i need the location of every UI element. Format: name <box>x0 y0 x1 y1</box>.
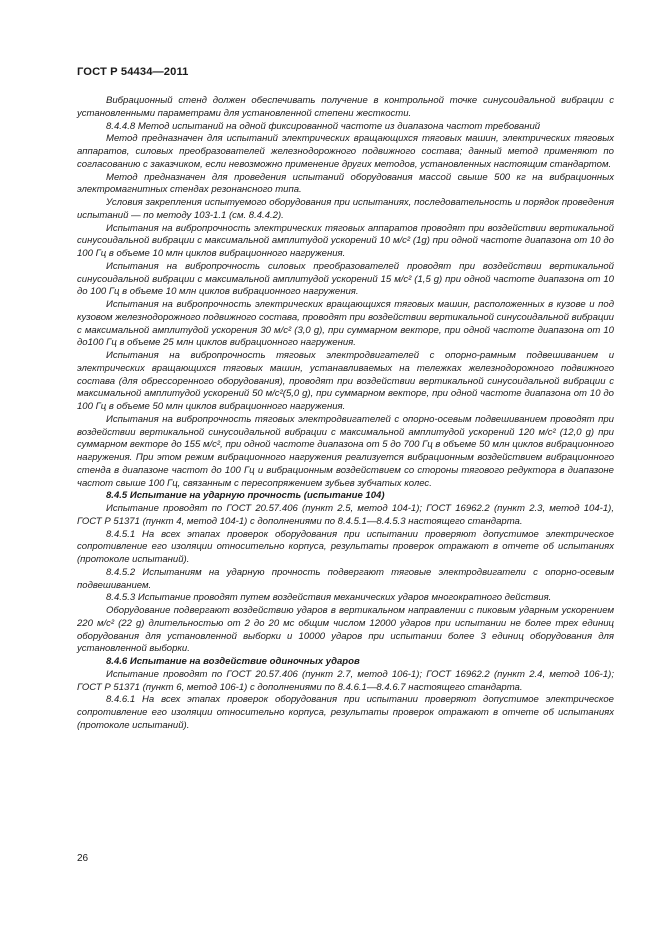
section-heading: 8.4.6 Испытание на воздействие одиночных ударов <box>106 656 360 667</box>
body-paragraph: Испытания на вибропрочность силовых преобразователей проводят при воздействии вертикальной синусоидальной вибрации с максимальной амплитудой ускорений 15 м/с² (1,5 g) при одной частоте диапазона от 10 до 100 Гц в объеме 10 млн циклов вибрационного нагружения. <box>77 260 614 298</box>
body-paragraph: 8.4.4.8 Метод испытаний на одной фиксированной частоте из диапазона частот требований <box>106 120 541 132</box>
page-number: 26 <box>77 853 89 864</box>
body-paragraph: 8.4.6.1 На всех этапах проверок оборудования при испытании проверяют допустимое электрическое сопротивление его изоляции относительно корпуса, результаты проверок отражают в отчете об испытаниях (протоколе испытаний). <box>77 694 614 731</box>
body-paragraph: Метод предназначен для проведения испытаний оборудования массой свыше 500 кг на вибрационных электромагнитных стендах резонансного типа. <box>77 171 614 196</box>
body-paragraph: Испытание проводят по ГОСТ 20.57.406 (пункт 2.7, метод 106-1); ГОСТ 16962.2 (пункт 2.4, метод 106-1); ГОСТ Р 51371 (пункт 6, метод 106-1) с дополнениями по 8.4.6.1—8.4.6.7 настоящего стандарта. <box>77 668 614 693</box>
body-paragraph: 8.4.5.2 Испытаниям на ударную прочность подвергают тяговые электродвигатели с опорно-осевым подвешиванием. <box>77 566 614 591</box>
body-paragraph: 8.4.5.1 На всех этапах проверок оборудования при испытании проверяют допустимое электрическое сопротивление его изоляции относительно корпуса, результаты проверок отражают в отчете об испытаниях (протоколе испытаний). <box>77 528 614 565</box>
body-paragraph: Испытания на вибропрочность электрических тяговых аппаратов проводят при воздействии вертикальной синусоидальной вибрации с максимальной амплитудой ускорений 10 м/с² (1g) при одной частоте диапазона от 10 до 100 Гц в объеме 10 млн циклов вибрационного нагружения. <box>77 222 614 259</box>
body-paragraph: Испытания на вибропрочность электрических вращающихся тяговых машин, расположенных в кузове и под кузовом железнодорожного подвижного состава, проводят при воздействии вертикальной синусоидальной вибрации с максимальной амплитудой ускорения 30 м/с² (3,0 g), при суммарном векторе, при одной частоте диапазона от 10 до100 Гц в объеме 25 млн циклов вибрационного нагружения. <box>77 299 614 349</box>
body-paragraph: 8.4.5.3 Испытание проводят путем воздействия механических ударов многократного действия. <box>106 592 552 604</box>
body-paragraph: Метод предназначен для испытаний электрических вращающихся тяговых машин, электрических тяговых аппаратов, силовых преобразователей железнодорожного подвижного состава; данный метод применяют по согласованию с заказчиком, если невозможно применение других методов, установленных настоящим стандартом. <box>77 133 614 170</box>
body-paragraph: Вибрационный стенд должен обеспечивать получение в контрольной точке синусоидальной вибрации с установленными параметрами для установленной степени жесткости. <box>77 95 614 119</box>
body-paragraph: Испытания на вибропрочность тяговых электродвигателей с опорно-осевым подвешиванием проводят при воздействии вертикальной синусоидальной вибрации с максимальной амплитудой ускорений 120 м/с² (12,0 g) при суммарном векторе до 155 м/с², при одной частоте диапазона от 5 до 700 Гц в объеме 50 млн циклов вибрационного нагружения. При этом режим вибрационного нагружения реализуется вибрационным воздействием вибрационного стенда в диапазоне частот до 100 Гц и вибрационным воздействием со стороны тягового редуктора в диапазоне частот свыше 100 Гц, связанным с пересопряжением зубьев зубчатых колес. <box>77 413 614 489</box>
body-paragraph: Испытание проводят по ГОСТ 20.57.406 (пункт 2.5, метод 104-1); ГОСТ 16962.2 (пункт 2.3, метод 104-1), ГОСТ Р 51371 (пункт 4, метод 104-1) с дополнениями по 8.4.5.1—8.4.5.3 настоящего стандарта. <box>77 503 614 527</box>
body-paragraph: Условия закрепления испытуемого оборудования при испытаниях, последовательность и порядок проведения испытаний — по методу 103-1.1 (см. 8.4.4.2). <box>77 197 614 221</box>
section-heading: 8.4.5 Испытание на ударную прочность (испытание 104) <box>106 490 385 502</box>
body-paragraph: Оборудование подвергают воздействию ударов в вертикальном направлении с пиковым ударным ускорением 220 м/с² (22 g) длительностью от 2 до 20 мс общим числом 12000 ударов при испытании не более трех единиц оборудования для установленной выборки и 10000 ударов при испытании более 3 единиц оборудования для установленной выборки. <box>77 605 614 655</box>
body-paragraph: Испытания на вибропрочность тяговых электродвигателей с опорно-рамным подвешиванием и электрических вращающихся тяговых машин, устанавливаемых на тележках железнодорожного подвижного состава (для обрессоренного оборудования), проводят при воздействии вертикальной синусоидальной вибрации с максимальной амплитудой ускорений 50 м/с²(5,0 g), при суммарном векторе, при одной частоте диапазона от 10 до 100 Гц в объеме 50 млн циклов вибрационного нагружения. <box>77 350 614 412</box>
document-body <box>77 95 614 733</box>
document-header: ГОСТ Р 54434—2011 <box>77 66 189 78</box>
